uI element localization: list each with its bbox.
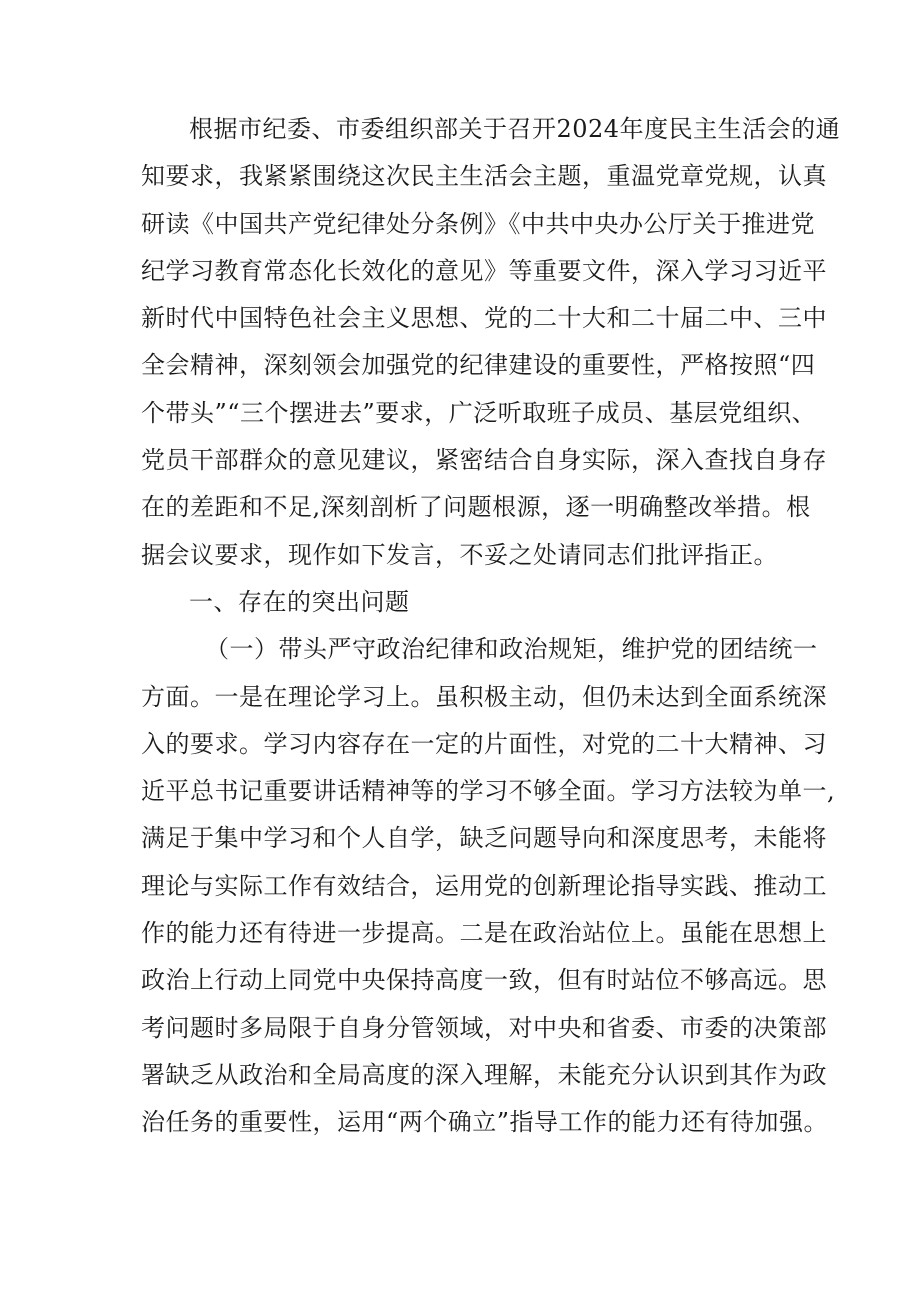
text-line: 治任务的重要性，运用“两个确立”指导工作的能力还有待加强。	[141, 1108, 829, 1137]
text-line: 个带头”“三个摆进去”要求，广泛听取班子成员、基层党组织、	[141, 398, 817, 427]
text-line: （一）带头严守政治纪律和政治规矩，维护党的团结统一	[205, 635, 818, 664]
text-line: 满足于集中学习和个人自学，缺乏问题导向和深度思考，未能将	[141, 824, 827, 853]
text-line: 根据市纪委、市委组织部关于召开2024年度民主生活会的通	[189, 115, 841, 143]
text-line: 政治上行动上同党中央保持高度一致，但有时站位不够高远。思	[141, 966, 827, 995]
text-line: 入的要求。学习内容存在一定的片面性，对党的二十大精神、习	[141, 729, 827, 758]
text-line: 纪学习教育常态化长效化的意见》等重要文件，深入学习习近平	[141, 256, 827, 285]
text-line: 知要求，我紧紧围绕这次民主生活会主题，重温党章党规，认真	[141, 162, 827, 191]
section-heading	[141, 579, 791, 626]
text-line: 理论与实际工作有效结合，运用党的创新理论指导实践、推动工	[141, 871, 827, 900]
subsection-paragraph	[141, 626, 836, 1146]
text-line: 在的差距和不足,深刻剖析了问题根源，逐一明确整改举措。根	[141, 493, 811, 522]
intro-paragraph	[141, 106, 841, 579]
text-line: 全会精神，深刻领会加强党的纪律建设的重要性，严格按照“四	[141, 351, 816, 380]
text-line: 党员干部群众的意见建议，紧密结合自身实际，深入查找自身存	[141, 446, 827, 475]
text-line: 考问题时多局限于自身分管领域，对中央和省委、市委的决策部	[141, 1013, 827, 1042]
text-line: 方面。一是在理论学习上。虽积极主动，但仍未达到全面系统深	[141, 682, 827, 711]
text-line: 近平总书记重要讲话精神等的学习不够全面。学习方法较为单一,	[141, 777, 836, 806]
section-heading-text: 一、存在的突出问题	[189, 587, 410, 616]
text-line: 署缺乏从政治和全局高度的深入理解，未能充分认识到其作为政	[141, 1060, 827, 1089]
text-line: 研读《中国共产党纪律处分条例》《中共中央办公厅关于推进党	[141, 209, 815, 238]
text-line: 作的能力还有待进一步提高。二是在政治站位上。虽能在思想上	[141, 919, 827, 948]
document-body	[141, 106, 841, 1147]
text-line: 新时代中国特色社会主义思想、党的二十大和二十届二中、三中	[141, 304, 827, 333]
text-line: 据会议要求，现作如下发言，不妥之处请同志们批评指正。	[141, 540, 778, 569]
